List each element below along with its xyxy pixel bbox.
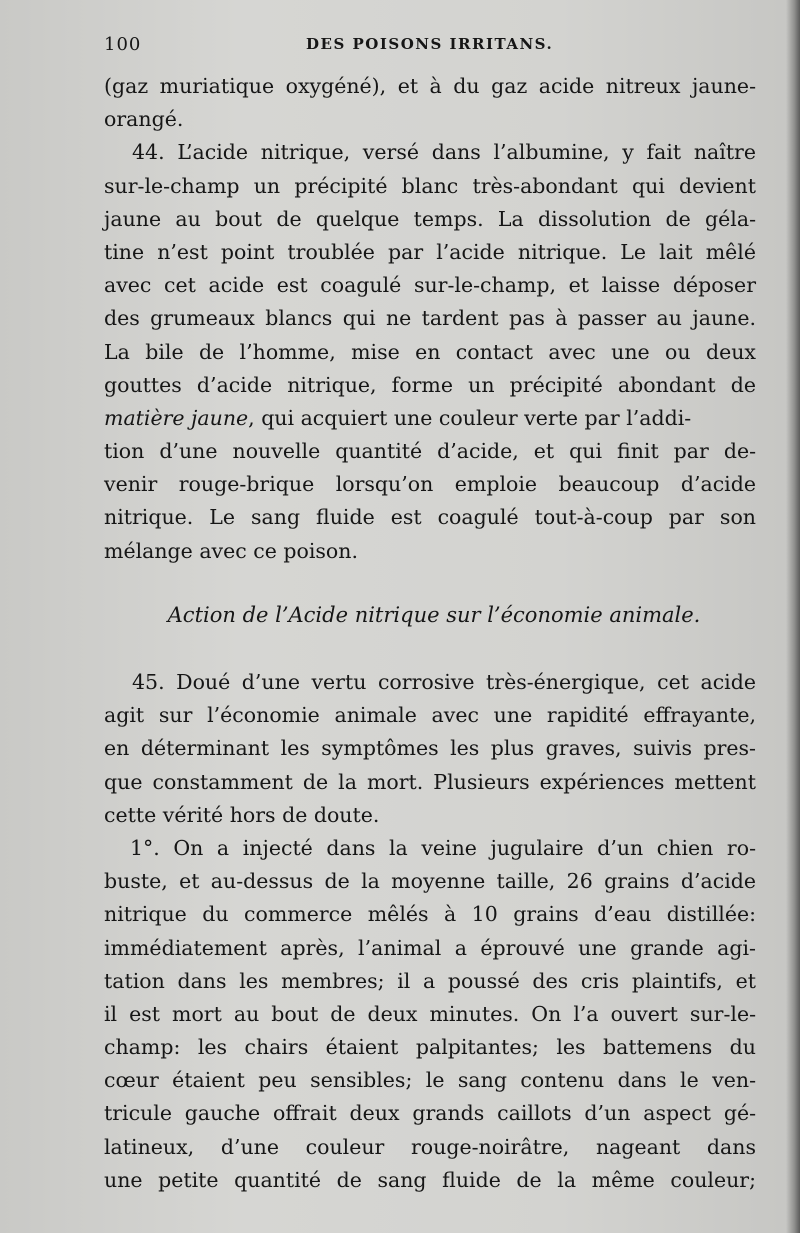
text-line: latineux, d’une couleur rouge-noirâtre, nageant dans [104,1134,756,1159]
text-line-mixed [104,402,756,435]
text-line: une petite quantité de sang fluide de la même couleur; [104,1167,756,1192]
text-line: 1°. On a injecté dans la veine jugulaire d’un chien ro- [130,835,756,860]
text-line: cette vérité hors de doute. [104,802,380,827]
text-line: avec cet acide est coagulé sur-le-champ, et laisse déposer [104,273,756,298]
text-line: il est mort au bout de deux minutes. On l’a ouvert sur-le- [104,1001,756,1026]
running-title: DES POISONS IRRITANS. [306,35,554,53]
text-line: sur-le-champ un précipité blanc très-abondant qui devient [104,173,756,198]
section-heading: Action de l’Acide nitrique sur l’économie animale. [167,603,701,627]
text-fragment: , qui acquiert une couleur verte par l’addi- [248,405,692,430]
text-line: agit sur l’économie animale avec une rapidité effrayante, [104,703,756,728]
italic-term: matière jaune [104,405,249,430]
text-line: (gaz muriatique oxygéné), et à du gaz acide nitreux jaune- [104,74,756,98]
text-line: gouttes d’acide nitrique, forme un précipité abondant de [104,372,756,397]
text-line: nitrique du commerce mêlés à 10 grains d’eau distillée: [104,902,756,927]
page-number: 100 [104,34,142,55]
paragraph-block-45 [104,666,756,1197]
text-line: champ: les chairs étaient palpitantes; les battemens du [104,1035,756,1060]
text-line: en déterminant les symptômes les plus graves, suivis pres- [104,736,756,761]
text-line: tation dans les membres; il a poussé des cris plaintifs, et [104,968,756,993]
text-line: jaune au bout de quelque temps. La dissolution de géla- [104,206,756,231]
text-line: immédiatement après, l’animal a éprouvé une grande agi- [104,935,756,960]
text-line: mélange avec ce poison. [104,538,358,563]
paragraph-block-44 [104,70,756,568]
text-line: nitrique. Le sang fluide est coagulé tout-à-coup par son [104,505,756,530]
text-line: tine n’est point troublée par l’acide nitrique. Le lait mêlé [104,239,756,264]
text-line: La bile de l’homme, mise en contact avec une ou deux [104,339,756,364]
text-line: venir rouge-brique lorsqu’on emploie beaucoup d’acide [104,472,756,497]
text-line: 44. L’acide nitrique, versé dans l’albumine, y fait naître [132,140,756,165]
text-line: 45. Doué d’une vertu corrosive très-énergique, cet acide [132,670,756,694]
running-head [104,34,754,62]
text-line: tion d’une nouvelle quantité d’acide, et qui finit par de- [104,439,756,464]
text-line: que constamment de la mort. Plusieurs expériences mettent [104,769,756,794]
page-edge-shadow [786,0,800,1233]
text-line: orangé. [104,107,184,132]
text-line: buste, et au-dessus de la moyenne taille, 26 grains d’acide [104,869,756,894]
text-line: tricule gauche offrait deux grands caillots d’un aspect gé- [104,1101,756,1126]
text-line: des grumeaux blancs qui ne tardent pas à passer au jaune. [104,306,756,331]
text-line: cœur étaient peu sensibles; le sang contenu dans le ven- [104,1068,756,1093]
